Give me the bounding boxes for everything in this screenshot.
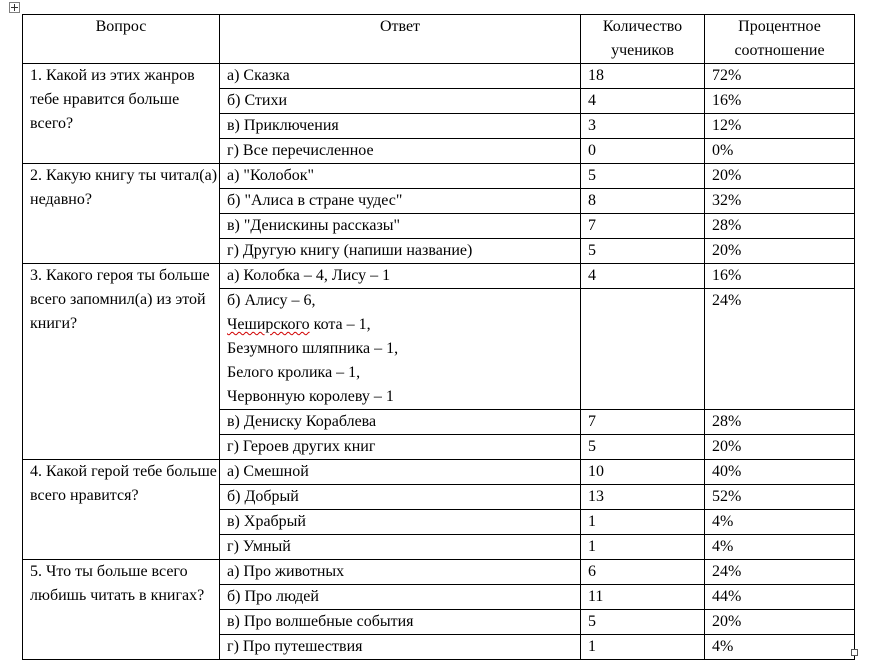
percent-cell: 28%	[705, 410, 855, 435]
percent-cell: 12%	[705, 114, 855, 139]
count-cell: 7	[581, 410, 705, 435]
answer-line-rest: кота – 1,	[309, 316, 371, 333]
count-cell: 18	[581, 64, 705, 89]
percent-cell: 44%	[705, 585, 855, 610]
count-cell: 3	[581, 114, 705, 139]
answer-cell: б) Про людей	[220, 585, 581, 610]
count-cell: 6	[581, 560, 705, 585]
table-row	[23, 264, 855, 289]
header-answer: Ответ	[220, 15, 581, 64]
survey-results-table	[22, 14, 855, 660]
percent-cell: 20%	[705, 610, 855, 635]
count-cell: 1	[581, 635, 705, 660]
answer-cell: г) Другую книгу (напиши название)	[220, 239, 581, 264]
answer-cell: г) Все перечисленное	[220, 139, 581, 164]
table-resize-handle[interactable]	[851, 649, 858, 656]
count-cell: 8	[581, 189, 705, 214]
percent-cell: 4%	[705, 510, 855, 535]
count-cell: 10	[581, 460, 705, 485]
answer-cell: г) Про путешествия	[220, 635, 581, 660]
answer-line: Белого кролика – 1,	[227, 364, 361, 381]
percent-cell: 24%	[705, 560, 855, 585]
percent-cell: 0%	[705, 139, 855, 164]
table-row	[23, 560, 855, 585]
answer-cell: а) Колобка – 4, Лису – 1	[220, 264, 581, 289]
count-cell: 5	[581, 164, 705, 189]
percent-cell: 4%	[705, 635, 855, 660]
table-row	[23, 64, 855, 89]
answer-cell: в) Дениску Кораблева	[220, 410, 581, 435]
percent-cell: 40%	[705, 460, 855, 485]
header-percent: Процентное соотношение	[705, 15, 855, 64]
answer-line: Червонную королеву – 1	[227, 388, 394, 405]
header-row	[23, 15, 855, 64]
percent-cell: 28%	[705, 214, 855, 239]
header-count: Количество учеников	[581, 15, 705, 64]
count-cell: 5	[581, 610, 705, 635]
answer-line: Безумного шляпника – 1,	[227, 340, 399, 357]
count-cell: 7	[581, 214, 705, 239]
answer-cell: б) "Алиса в стране чудес"	[220, 189, 581, 214]
percent-cell: 20%	[705, 435, 855, 460]
percent-cell: 16%	[705, 264, 855, 289]
percent-cell: 4%	[705, 535, 855, 560]
answer-line	[227, 313, 580, 337]
count-cell: 4	[581, 264, 705, 289]
percent-cell: 24%	[705, 289, 855, 410]
question-1-cell: 1. Какой из этих жанров тебе нравится больше всего?	[23, 64, 220, 164]
question-3-cell: 3. Какого героя ты больше всего запомнил(а) из этой книги?	[23, 264, 220, 460]
table-row	[23, 460, 855, 485]
count-cell: 5	[581, 435, 705, 460]
table-row	[23, 164, 855, 189]
question-4-cell: 4. Какой герой тебе больше всего нравится?	[23, 460, 220, 560]
question-5-cell: 5. Что ты больше всего любишь читать в книгах?	[23, 560, 220, 660]
answer-cell: в) "Денискины рассказы"	[220, 214, 581, 239]
header-question: Вопрос	[23, 15, 220, 64]
answer-cell: б) Стихи	[220, 89, 581, 114]
percent-cell: 52%	[705, 485, 855, 510]
answer-cell: в) Приключения	[220, 114, 581, 139]
answer-cell: г) Умный	[220, 535, 581, 560]
percent-cell: 16%	[705, 89, 855, 114]
answer-cell: а) Смешной	[220, 460, 581, 485]
answer-cell: а) Про животных	[220, 560, 581, 585]
count-cell	[581, 289, 705, 410]
count-cell: 1	[581, 535, 705, 560]
answer-cell: в) Про волшебные события	[220, 610, 581, 635]
spellcheck-word[interactable]: Чеширского	[227, 316, 310, 333]
percent-cell: 32%	[705, 189, 855, 214]
answer-cell-multiline	[220, 289, 581, 410]
answer-cell: в) Храбрый	[220, 510, 581, 535]
percent-cell: 20%	[705, 164, 855, 189]
count-cell: 1	[581, 510, 705, 535]
count-cell: 13	[581, 485, 705, 510]
answer-cell: г) Героев других книг	[220, 435, 581, 460]
table-move-handle[interactable]	[9, 2, 20, 13]
answer-line: б) Алису – 6,	[227, 292, 316, 309]
answer-cell: а) "Колобок"	[220, 164, 581, 189]
percent-cell: 20%	[705, 239, 855, 264]
answer-cell: б) Добрый	[220, 485, 581, 510]
count-cell: 0	[581, 139, 705, 164]
count-cell: 5	[581, 239, 705, 264]
count-cell: 11	[581, 585, 705, 610]
count-cell: 4	[581, 89, 705, 114]
percent-cell: 72%	[705, 64, 855, 89]
question-2-cell: 2. Какую книгу ты читал(а) недавно?	[23, 164, 220, 264]
answer-cell: а) Сказка	[220, 64, 581, 89]
